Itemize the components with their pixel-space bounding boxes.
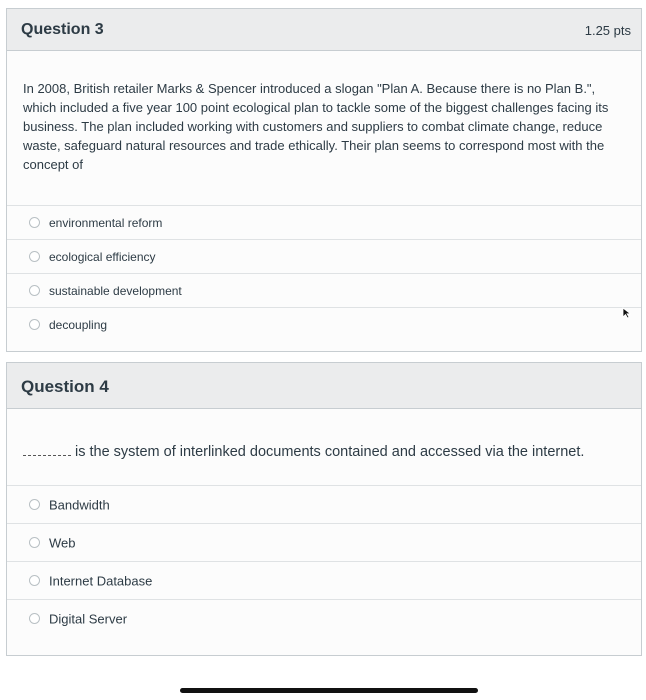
radio-button[interactable] — [29, 217, 40, 228]
fill-in-blank — [23, 449, 71, 456]
radio-button[interactable] — [29, 613, 40, 624]
answer-label[interactable]: environmental reform — [49, 215, 163, 230]
answer-option[interactable] — [7, 485, 641, 523]
answer-label[interactable]: Digital Server — [49, 611, 128, 626]
radio-button[interactable] — [29, 537, 40, 548]
radio-button[interactable] — [29, 575, 40, 586]
home-indicator — [180, 688, 478, 693]
answer-option[interactable] — [7, 239, 641, 273]
answer-label[interactable]: Web — [49, 535, 76, 550]
answer-label[interactable]: sustainable development — [49, 283, 182, 298]
question-text — [23, 443, 631, 462]
answer-label[interactable]: ecological efficiency — [49, 249, 156, 264]
question-title: Question 3 — [21, 21, 104, 38]
answer-option[interactable] — [7, 599, 641, 637]
radio-button[interactable] — [29, 285, 40, 296]
answer-option[interactable] — [7, 561, 641, 599]
answer-option[interactable] — [7, 307, 641, 341]
mouse-pointer-icon — [622, 306, 632, 324]
question-header — [7, 363, 641, 409]
answer-label[interactable]: decoupling — [49, 317, 108, 332]
question-text: In 2008, British retailer Marks & Spencer introduced a slogan "Plan A. Because there is no Plan B.", which included a five year 100 point ecological plan to tackle some of the biggest challenges facing its business. The plan included working with customers and suppliers to combat climate change, reduce waste, safeguard natural resources and trade ethically. Their plan seems to correspond most with the concept of — [23, 81, 609, 172]
radio-button[interactable] — [29, 499, 40, 510]
question-3-card — [6, 8, 642, 352]
question-points: 1.25 pts — [584, 23, 631, 38]
answer-option[interactable] — [7, 273, 641, 307]
answer-label[interactable]: Internet Database — [49, 573, 153, 588]
answer-option[interactable] — [7, 523, 641, 561]
question-4-card — [6, 362, 642, 656]
answer-list — [7, 205, 641, 341]
question-header — [7, 9, 641, 51]
radio-button[interactable] — [29, 251, 40, 262]
answer-label[interactable]: Bandwidth — [49, 497, 110, 512]
radio-button[interactable] — [29, 319, 40, 330]
answer-list — [7, 485, 641, 637]
answer-option[interactable] — [7, 205, 641, 239]
question-title: Question 4 — [21, 377, 109, 396]
question-text-body: is the system of interlinked documents contained and accessed via the internet. — [75, 444, 585, 460]
